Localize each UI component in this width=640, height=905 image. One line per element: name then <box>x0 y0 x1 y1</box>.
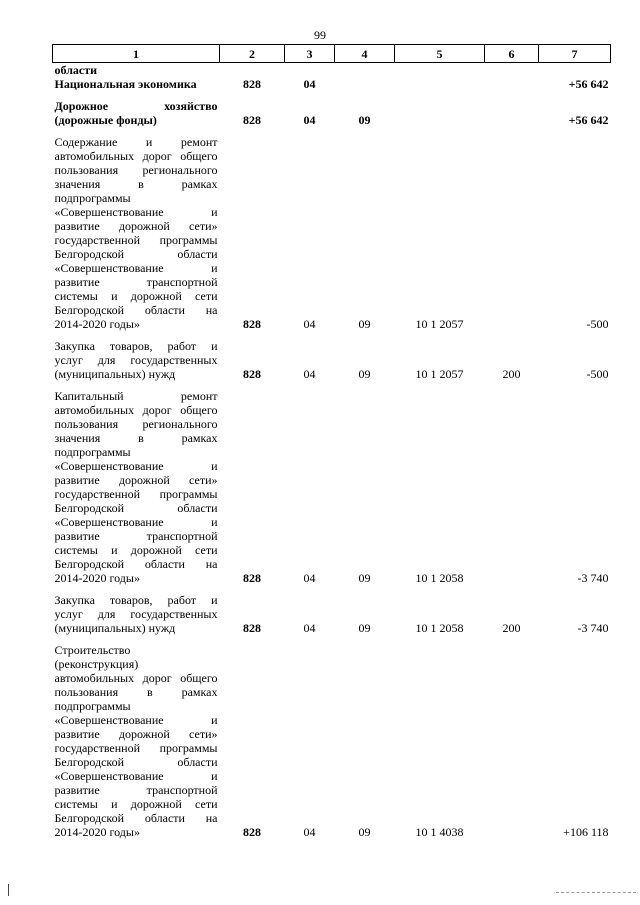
code-expense-type <box>485 389 539 585</box>
row-name-line: 2014-2020 годы» <box>54 571 140 585</box>
row-name-line: пользования регионального <box>54 417 218 431</box>
row-name-line: пользования в рамках <box>54 685 218 699</box>
row-spacer <box>53 91 611 99</box>
code-subsection: 09 <box>358 825 371 839</box>
row-name-line: системы и дорожной сети <box>54 797 218 811</box>
row-name-line: подпрограммы <box>54 445 131 459</box>
row-name-line: развитие дорожной сети» <box>54 219 218 233</box>
row-name-line: автомобильных дорог общего <box>54 403 218 417</box>
row-name-line: государственной программы <box>54 741 218 755</box>
row-name <box>53 99 220 127</box>
code-section: 04 <box>303 113 316 127</box>
row-spacer <box>53 331 611 339</box>
row-name-line: Белгородской области на <box>54 557 218 571</box>
code-section: 04 <box>303 367 316 381</box>
row-name-line: Закупка товаров, работ и <box>54 339 218 353</box>
code-expense-type <box>485 135 539 331</box>
header-col-3: 3 <box>285 45 335 63</box>
row-name-line: Белгородской области <box>54 755 218 769</box>
code-section <box>285 63 335 78</box>
row-name-line: Капитальный ремонт <box>54 389 218 403</box>
code-target <box>395 77 485 91</box>
code-ministry: 828 <box>243 77 261 91</box>
code-expense-type <box>485 99 539 127</box>
row-name-line: автомобильных дорог общего <box>54 671 218 685</box>
row-name-line: развитие дорожной сети» <box>54 727 218 741</box>
amount: +56 642 <box>568 77 609 91</box>
row-name-line: «Совершенствование и <box>54 205 218 219</box>
row-name-line: «Совершенствование и <box>54 261 218 275</box>
row-name-line: (муниципальных) нужд <box>54 621 176 635</box>
amount: -3 740 <box>577 621 609 635</box>
table-row <box>53 643 611 839</box>
row-name-line: развитие дорожной сети» <box>54 473 218 487</box>
row-name-line: Белгородской области <box>54 247 218 261</box>
row-name <box>53 339 220 381</box>
header-col-4: 4 <box>335 45 395 63</box>
header-col-2: 2 <box>220 45 285 63</box>
row-name <box>53 135 220 331</box>
amount <box>539 63 611 78</box>
code-subsection: 09 <box>358 317 371 331</box>
row-name-line: 2014-2020 годы» <box>54 317 140 331</box>
code-ministry: 828 <box>243 317 261 331</box>
code-ministry: 828 <box>243 825 261 839</box>
row-name-line: Дорожное хозяйство <box>54 99 218 113</box>
row-name-line: развитие транспортной <box>54 275 218 289</box>
row-name-line: (муниципальных) нужд <box>54 367 176 381</box>
code-target: 10 1 2058 <box>415 571 464 585</box>
code-target: 10 1 2057 <box>415 317 464 331</box>
row-name-line: «Совершенствование и <box>54 713 218 727</box>
table-row <box>53 77 611 91</box>
row-name-line: Закупка товаров, работ и <box>54 593 218 607</box>
budget-table <box>52 44 611 839</box>
row-name-line: системы и дорожной сети <box>54 289 218 303</box>
code-ministry: 828 <box>243 367 261 381</box>
row-name-line: значения в рамках <box>54 177 218 191</box>
page-number: 99 <box>314 28 326 42</box>
header-col-7: 7 <box>539 45 611 63</box>
code-subsection <box>335 77 395 91</box>
code-ministry: 828 <box>243 571 261 585</box>
code-section: 04 <box>303 77 316 91</box>
code-section: 04 <box>303 317 316 331</box>
row-name-line: пользования регионального <box>54 163 218 177</box>
row-spacer <box>53 585 611 593</box>
row-name-line: развитие транспортной <box>54 529 218 543</box>
row-name-line: Белгородской области на <box>54 303 218 317</box>
code-target: 10 1 4038 <box>415 825 464 839</box>
table-body <box>53 63 611 840</box>
row-name-line: Национальная экономика <box>54 77 197 91</box>
table-row <box>53 389 611 585</box>
table-row <box>53 339 611 381</box>
row-name-line: государственной программы <box>54 233 218 247</box>
row-name-line: значения в рамках <box>54 431 218 445</box>
header-col-6: 6 <box>485 45 539 63</box>
row-name-line: (реконструкция) <box>54 657 139 671</box>
row-name-line: подпрограммы <box>54 699 131 713</box>
table-header-row <box>53 45 611 63</box>
code-section: 04 <box>303 825 316 839</box>
header-col-1: 1 <box>53 45 220 63</box>
row-name-line: Содержание и ремонт <box>54 135 218 149</box>
row-name-line: «Совершенствование и <box>54 515 218 529</box>
amount: -500 <box>586 317 609 331</box>
row-name-line: автомобильных дорог общего <box>54 149 218 163</box>
amount: +106 118 <box>563 825 609 839</box>
amount: +56 642 <box>568 113 609 127</box>
code-section: 04 <box>303 571 316 585</box>
row-name-line: подпрограммы <box>54 191 131 205</box>
code-subsection: 09 <box>358 621 371 635</box>
code-subsection: 09 <box>358 367 371 381</box>
table-row <box>53 135 611 331</box>
row-name-line: области <box>54 63 98 77</box>
row-name-line: Белгородской области на <box>54 811 218 825</box>
row-name-line: системы и дорожной сети <box>54 543 218 557</box>
code-target: 10 1 2057 <box>415 367 464 381</box>
code-expense-type: 200 <box>502 367 521 381</box>
code-subsection: 09 <box>358 571 371 585</box>
row-name <box>53 389 220 585</box>
code-section: 04 <box>303 621 316 635</box>
row-name <box>53 593 220 635</box>
code-target <box>395 99 485 127</box>
row-spacer <box>53 635 611 643</box>
row-name-line: услуг для государственных <box>54 353 218 367</box>
amount: -500 <box>586 367 609 381</box>
row-name-line: «Совершенствование и <box>54 769 218 783</box>
code-ministry: 828 <box>243 113 261 127</box>
row-name-line: Белгородской области <box>54 501 218 515</box>
row-name-line: (дорожные фонды) <box>54 113 157 127</box>
code-subsection <box>335 63 395 78</box>
row-name <box>53 63 220 78</box>
header-col-5: 5 <box>395 45 485 63</box>
scan-edge-mark <box>556 892 636 894</box>
row-name-line: 2014-2020 годы» <box>54 825 140 839</box>
row-spacer <box>53 127 611 135</box>
table-row <box>53 593 611 635</box>
code-ministry: 828 <box>243 621 261 635</box>
code-target: 10 1 2058 <box>415 621 464 635</box>
row-name <box>53 77 220 91</box>
row-name-line: «Совершенствование и <box>54 459 218 473</box>
code-ministry <box>220 63 285 78</box>
code-expense-type <box>485 77 539 91</box>
code-subsection: 09 <box>358 113 371 127</box>
row-name-line: развитие транспортной <box>54 783 218 797</box>
code-expense-type <box>485 63 539 78</box>
table-row <box>53 63 611 78</box>
amount: -3 740 <box>577 571 609 585</box>
row-name-line: государственной программы <box>54 487 218 501</box>
code-target <box>395 63 485 78</box>
code-expense-type <box>485 643 539 839</box>
row-name-line: услуг для государственных <box>54 607 218 621</box>
row-spacer <box>53 381 611 389</box>
table-row <box>53 99 611 127</box>
row-name <box>53 643 220 839</box>
margin-mark <box>8 884 9 896</box>
row-name-line: Строительство <box>54 643 131 657</box>
code-expense-type: 200 <box>502 621 521 635</box>
